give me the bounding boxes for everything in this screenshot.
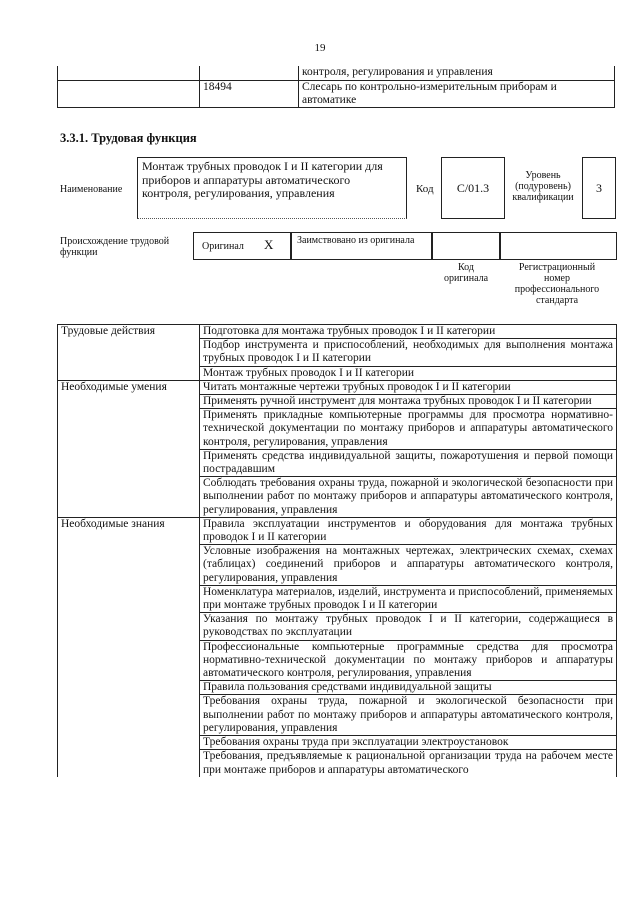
table-row (58, 66, 615, 81)
list-item: Номенклатура материалов, изделий, инструмента и приспособлений, применяемых при монтаже трубных проводок I и II категории (200, 585, 617, 612)
qualification-level-value: 3 (596, 180, 602, 195)
borrowed-label: Заимствовано из оригинала (297, 235, 415, 246)
original-mark: X (264, 237, 274, 252)
table-row (58, 517, 617, 544)
list-item: Требования, предъявляемые к рациональной организации труда на рабочем месте при монтаже приборов и аппаратуры автоматического (200, 750, 617, 777)
origin-reg-cell (499, 232, 617, 260)
list-item: Профессиональные компьютерные программные средства для просмотра нормативно-технической документации по монтажу приборов и аппаратуры автоматического контроля, регулирования, управления (200, 640, 617, 681)
section-title: Необходимые умения (58, 380, 200, 517)
list-item: Указания по монтажу трубных проводок I и II категории, содержащиеся в руководствах по эксплуатации (200, 613, 617, 640)
section-title: Необходимые знания (58, 517, 200, 776)
occupation-code (200, 66, 299, 81)
function-table (57, 324, 617, 777)
reg-caption: Регистрационный номер профессионального стандарта (514, 262, 600, 306)
table-row (58, 380, 617, 394)
table-row (58, 81, 615, 108)
name-label: Наименование (60, 184, 123, 195)
list-item: Требования охраны труда при эксплуатации электроустановок (200, 736, 617, 750)
function-code-value: C/01.3 (456, 180, 490, 195)
occupation-table (57, 66, 615, 108)
occupation-name: Слесарь по контрольно-измерительным приборам и автоматике (299, 81, 615, 108)
occupation-name: контроля, регулирования и управления (299, 66, 615, 81)
occupation-code: 18494 (200, 81, 299, 108)
list-item: Применять ручной инструмент для монтажа трубных проводок I и II категории (200, 395, 617, 409)
list-item: Правила пользования средствами индивидуальной защиты (200, 681, 617, 695)
list-item: Читать монтажные чертежи трубных проводок I и II категории (200, 380, 617, 394)
level-label: Уровень (подуровень) квалификации (512, 170, 574, 203)
code-label: Код (416, 183, 434, 195)
list-item: Требования охраны труда, пожарной и экологической безопасности при выполнении работ по монтажу приборов и аппаратуры автоматического контроля, регулирования, управления (200, 695, 617, 736)
list-item: Подбор инструмента и приспособлений, необходимых для выполнения монтажа трубных проводок I и II категории (200, 339, 617, 366)
page-number: 19 (314, 42, 326, 54)
function-name: Монтаж трубных проводок I и II категории для приборов и аппаратуры автоматического контроля, регулирования, управления (137, 157, 407, 219)
list-item: Условные изображения на монтажных чертежах, электрических схемах, схемах (таблицах) соединений приборов и аппаратуры автоматического контроля, регулирования, управления (200, 545, 617, 586)
code-caption: Код оригинала (443, 262, 489, 284)
list-item: Применять прикладные компьютерные программы для просмотра нормативно-технической документации по монтажу приборов и аппаратуры автоматического контроля, регулирования, управления (200, 409, 617, 450)
section-title: Трудовые действия (58, 325, 200, 381)
section-heading: 3.3.1. Трудовая функция (60, 131, 197, 145)
list-item: Применять средства индивидуальной защиты, пожаротушения и первой помощи пострадавшим (200, 449, 617, 476)
list-item: Правила эксплуатации инструментов и оборудования для монтажа трубных проводок I и II категории (200, 517, 617, 544)
table-row (58, 325, 617, 339)
list-item: Соблюдать требования охраны труда, пожарной и экологической безопасности при выполнении работ по монтажу приборов и аппаратуры автоматического контроля, регулирования, управления (200, 477, 617, 518)
list-item: Монтаж трубных проводок I и II категории (200, 366, 617, 380)
origin-label: Происхождение трудовой функции (60, 236, 170, 258)
origin-code-cell (431, 232, 501, 260)
function-code (441, 157, 505, 219)
qualification-level (582, 157, 616, 219)
original-label: Оригинал (202, 241, 244, 252)
list-item: Подготовка для монтажа трубных проводок I и II категории (200, 325, 617, 339)
